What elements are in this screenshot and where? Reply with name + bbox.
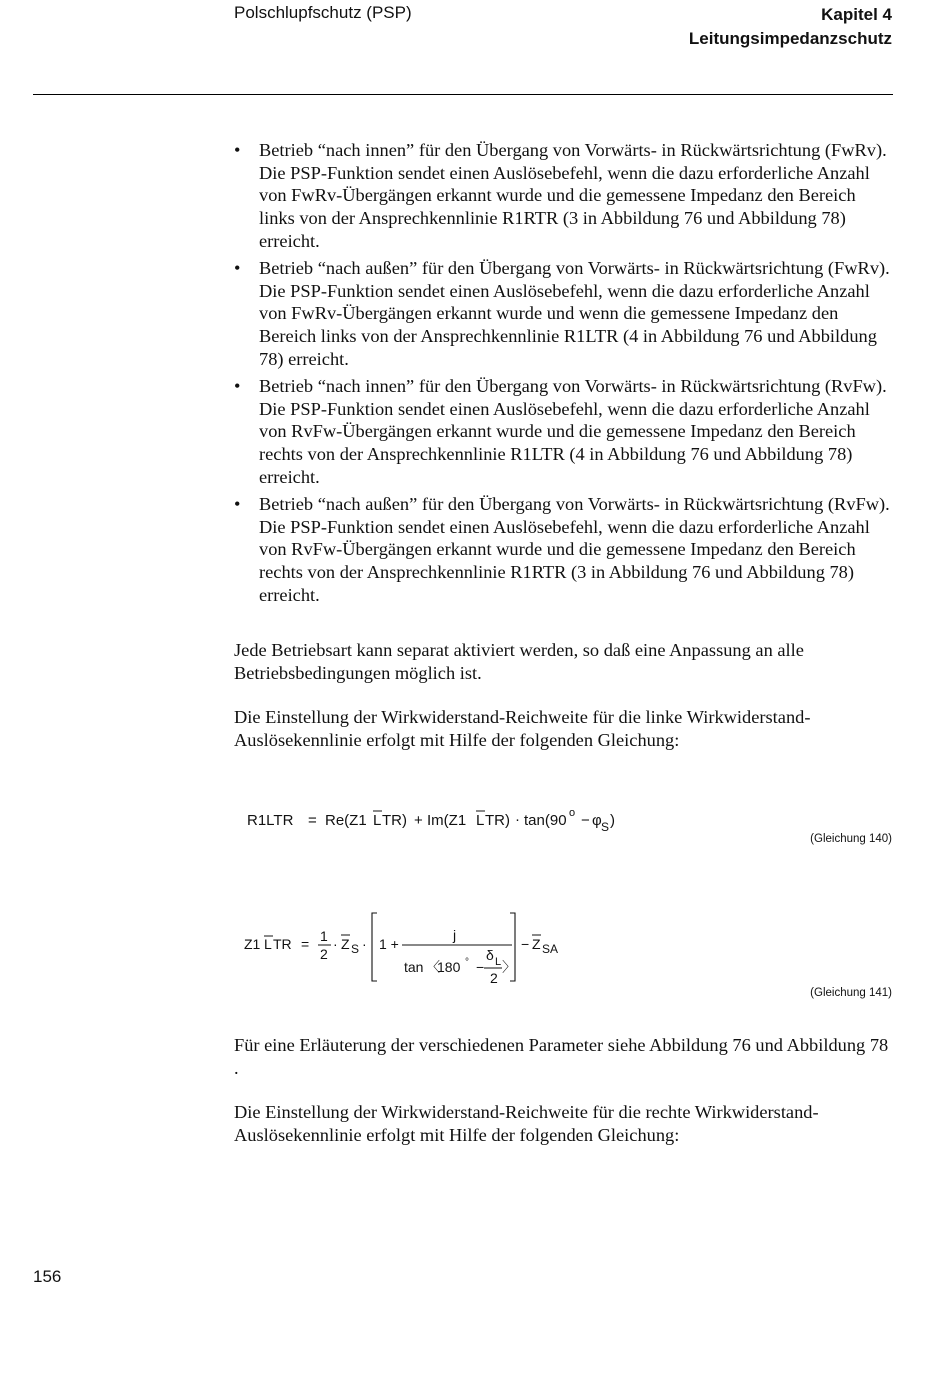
eq141-sub-l: L: [495, 956, 502, 968]
eq140-close2: TR): [485, 812, 510, 829]
eq141-delta: δ: [486, 947, 494, 963]
bullet-icon: •: [234, 376, 241, 397]
eq141-angle-close: 〉: [502, 959, 516, 975]
eq140-l1: L: [373, 812, 382, 829]
eq140-tan: tan(90: [524, 812, 567, 829]
eq141-sub-sa: SA: [542, 942, 559, 956]
eq140-deg: o: [569, 807, 576, 819]
eq140-equals: =: [308, 812, 317, 829]
paragraph-right-reach: Die Einstellung der Wirkwiderstand-Reichweite für die rechte Wirkwiderstand-Auslösekennlinie erfolgt mit Hilfe der folgenden Gleichung:: [234, 1102, 819, 1145]
chapter-title: Leitungsimpedanzschutz: [688, 29, 892, 48]
header-divider: [33, 94, 893, 95]
page-number: 156: [33, 1267, 62, 1286]
eq141-one-plus: 1 +: [379, 936, 399, 952]
eq140-l2: L: [476, 812, 485, 829]
list-item: [234, 375, 892, 489]
eq141-equals: =: [301, 936, 310, 952]
list-item-text: Betrieb “nach innen” für den Übergang von Vorwärts- in Rückwärtsrichtung (FwRv). Die PSP-Funktion sendet einen Auslösebefehl, wenn die dazu erforderliche Anzahl von FwRv-Übergängen erkannt wurde und die gemessene Impedanz den Bereich links von der Ansprechkennlinie R1RTR (3 in Abbildung 76 und Abbildung 78) erreicht.: [259, 140, 887, 251]
eq141-lhs: Z1: [244, 936, 261, 952]
paragraph-left-reach: Die Einstellung der Wirkwiderstand-Reichweite für die linke Wirkwiderstand-Auslösekennlinie erfolgt mit Hilfe der folgenden Gleichung:: [234, 707, 811, 750]
eq140-plus: +: [414, 812, 423, 829]
eq141-angle-open: 〈: [426, 959, 440, 975]
list-item-text: Betrieb “nach innen” für den Übergang von Vorwärts- in Rückwärtsrichtung (RvFw). Die PSP-Funktion sendet einen Auslösebefehl, wenn die dazu erforderliche Anzahl von RvFw-Übergängen erkannt wurde und die gemessene Impedanz den Bereich rechts von der Ansprechkennlinie R1LTR (4 in Abbildung 76 und Abbildung 78) erreicht.: [259, 376, 887, 487]
running-header-title: Polschlupfschutz (PSP): [234, 3, 412, 22]
eq140-re: Re(Z1: [325, 812, 367, 829]
running-header-chapter: [689, 3, 892, 51]
eq141-tan: tan: [404, 959, 424, 975]
paragraph-parameter-reference: Für eine Erläuterung der verschiedenen Parameter siehe Abbildung 76 und Abbildung 78 .: [234, 1035, 889, 1078]
list-item-text: Betrieb “nach außen” für den Übergang von Vorwärts- in Rückwärtsrichtung (FwRv). Die PSP-Funktion sendet einen Auslösebefehl, wenn die dazu erforderliche Anzahl von FwRv-Übergängen erkannt wurde und wenn die gemessene Impedanz den Bereich links von der Ansprechkennlinie R1LTR (4 in Abbildung 76 und Abbildung 78) erreicht.: [259, 258, 890, 369]
eq140-phi: φ: [592, 812, 602, 829]
eq141-den-two: 2: [320, 946, 328, 962]
equation-140: [240, 800, 660, 840]
eq141-minus: −: [521, 936, 530, 952]
eq141-dot: ·: [333, 936, 338, 952]
eq141-two: 2: [490, 970, 498, 986]
list-item-text: Betrieb “nach außen” für den Übergang von Vorwärts- in Rückwärtsrichtung (RvFw). Die PSP-Funktion sendet einen Auslösebefehl, wenn die dazu erforderliche Anzahl von RvFw-Übergängen erkannt wurde und die gemessene Impedanz den Bereich rechts von der Ansprechkennlinie R1RTR (3 in Abbildung 76 und Abbildung 78) erreicht.: [259, 494, 890, 605]
eq141-sub-s: S: [351, 942, 360, 956]
equation-141: [240, 905, 580, 990]
operation-mode-list: [234, 139, 892, 607]
bullet-icon: •: [234, 494, 241, 515]
equation-140-label: (Gleichung 140): [810, 833, 892, 845]
eq141-z2: Z: [532, 936, 541, 952]
list-item: [234, 257, 892, 371]
eq140-close1: TR): [382, 812, 407, 829]
bullet-icon: •: [234, 258, 241, 279]
eq141-l: L: [264, 936, 272, 952]
eq141-deg: °: [465, 957, 469, 968]
list-item: [234, 493, 892, 607]
list-item: [234, 139, 892, 253]
bullet-section: [234, 139, 892, 611]
eq141-minus-inner: −: [476, 959, 485, 975]
equation-141-label: (Gleichung 141): [810, 987, 892, 999]
eq141-lhs-tail: TR: [273, 936, 292, 952]
eq140-lhs: R1LTR: [247, 812, 294, 829]
chapter-number: Kapitel 4: [821, 5, 892, 24]
eq141-dot2: ·: [362, 936, 367, 952]
paragraph-activation: Jede Betriebsart kann separat aktiviert werden, so daß eine Anpassung an alle Betriebsbedingungen möglich ist.: [234, 640, 804, 683]
eq141-bracket-left: [372, 913, 377, 981]
eq140-close3: ): [610, 812, 615, 829]
eq140-dot: ·: [515, 811, 520, 828]
eq141-num-one: 1: [320, 928, 328, 944]
eq141-j: j: [453, 927, 457, 943]
eq140-sub-s: S: [601, 820, 610, 834]
bullet-icon: •: [234, 140, 241, 160]
eq140-minus: −: [581, 812, 590, 829]
eq141-180: 180: [437, 959, 461, 975]
eq140-im: Im(Z1: [427, 812, 467, 829]
eq141-z: Z: [341, 936, 350, 952]
